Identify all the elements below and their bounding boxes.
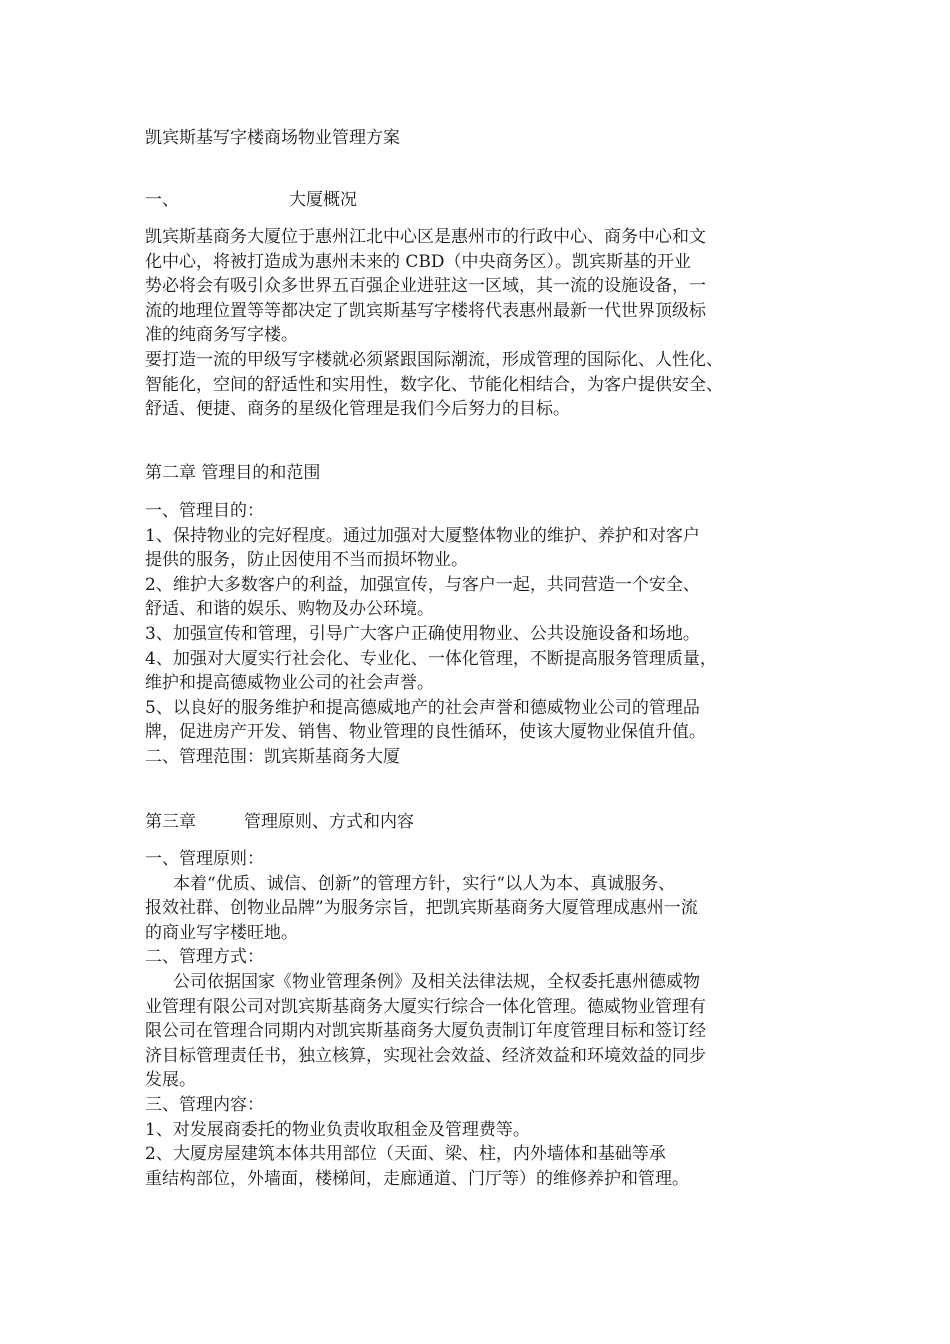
chapter-3-heading [145, 810, 414, 834]
paragraph-line: 三、管理内容： [145, 1094, 264, 1115]
paragraph-line: 准的纯商务写字楼。 [145, 325, 298, 346]
paragraph-line: 业管理有限公司对凯宾斯基商务大厦实行综合一体化管理。德威物业管理有 [145, 996, 706, 1017]
paragraph-line: 势必将会有吸引众多世界五百强企业进驻这一区域，其一流的设施设备，一 [145, 276, 706, 297]
chapter-2-heading: 第二章 管理目的和范围 [145, 463, 321, 483]
document-title: 凯宾斯基写字楼商场物业管理方案 [145, 128, 400, 148]
paragraph-line: 5、以良好的服务维护和提高德威地产的社会声誉和德威物业公司的管理品 [145, 697, 700, 718]
paragraph-line: 维护和提高德威物业公司的社会声誉。 [145, 673, 434, 694]
paragraph-line: 一、管理目的： [145, 501, 264, 521]
paragraph-line: 流的地理位置等等都决定了凯宾斯基写字楼将代表惠州最新一代世界顶级标 [145, 300, 706, 321]
overview-body [145, 225, 825, 422]
paragraph-line: 济目标管理责任书，独立核算，实现社会效益、经济效益和环境效益的同步 [145, 1045, 706, 1066]
paragraph-line: 限公司在管理合同期内对凯宾斯基商务大厦负责制订年度管理目标和签订经 [145, 1021, 706, 1042]
paragraph-line: 化中心，将被打造成为惠州未来的 CBD（中央商务区）。凯宾斯基的开业 [145, 251, 692, 272]
section-number: 一、 [145, 190, 179, 210]
paragraph-line: 2、维护大多数客户的利益，加强宣传，与客户一起，共同营造一个安全、 [145, 574, 700, 595]
chapter-label: 第三章 [145, 812, 196, 832]
paragraph-line: 本着“优质、诚信、创新”的管理方针，实行“以人为本、真诚服务、 [173, 873, 676, 894]
paragraph-line: 提供的服务，防止因使用不当而损坏物业。 [145, 550, 468, 571]
paragraph-line: 1、保持物业的完好程度。通过加强对大厦整体物业的维护、养护和对客户 [145, 525, 700, 546]
chapter-2-body [145, 499, 825, 770]
paragraph-line: 要打造一流的甲级写字楼就必须紧跟国际潮流，形成管理的国际化、人性化、 [145, 349, 723, 370]
paragraph-line: 报效社群、创物业品牌”为服务宗旨，把凯宾斯基商务大厦管理成惠州一流 [145, 898, 698, 919]
paragraph-line: 2、大厦房屋建筑本体共用部位（天面、梁、柱，内外墙体和基础等承 [145, 1144, 666, 1165]
paragraph-line: 的商业写字楼旺地。 [145, 922, 298, 943]
paragraph-line: 发展。 [145, 1070, 196, 1091]
paragraph-line: 二、管理方式： [145, 947, 264, 968]
paragraph-line: 二、管理范围：凯宾斯基商务大厦 [145, 746, 400, 767]
paragraph-line: 3、加强宣传和管理，引导广大客户正确使用物业、公共设施设备和场地。 [145, 623, 700, 644]
paragraph-line: 公司依据国家《物业管理条例》及相关法律法规，全权委托惠州德威物 [173, 971, 700, 992]
paragraph-line: 牌，促进房产开发、销售、物业管理的良性循环，使该大厦物业保值升值。 [145, 722, 706, 743]
paragraph-line: 4、加强对大厦实行社会化、专业化、一体化管理，不断提高服务管理质量， [145, 648, 717, 669]
paragraph-line: 舒适、和谐的娱乐、购物及办公环境。 [145, 599, 434, 620]
paragraph-line: 凯宾斯基商务大厦位于惠州江北中心区是惠州市的行政中心、商务中心和文 [145, 227, 706, 247]
paragraph-line: 1、对发展商委托的物业负责收取租金及管理费等。 [145, 1119, 530, 1140]
paragraph-line: 智能化，空间的舒适性和实用性，数字化、节能化相结合，为客户提供安全、 [145, 374, 723, 395]
chapter-title: 管理原则、方式和内容 [244, 812, 414, 832]
paragraph-line: 一、管理原则： [145, 849, 264, 869]
section-heading-overview [145, 188, 357, 212]
paragraph-line: 舒适、便捷、商务的星级化管理是我们今后努力的目标。 [145, 399, 570, 420]
paragraph-line: 重结构部位，外墙面，楼梯间，走廊通道、门厅等）的维修养护和管理。 [145, 1168, 689, 1189]
section-title: 大厦概况 [289, 190, 357, 210]
chapter-3-body [145, 847, 825, 1191]
